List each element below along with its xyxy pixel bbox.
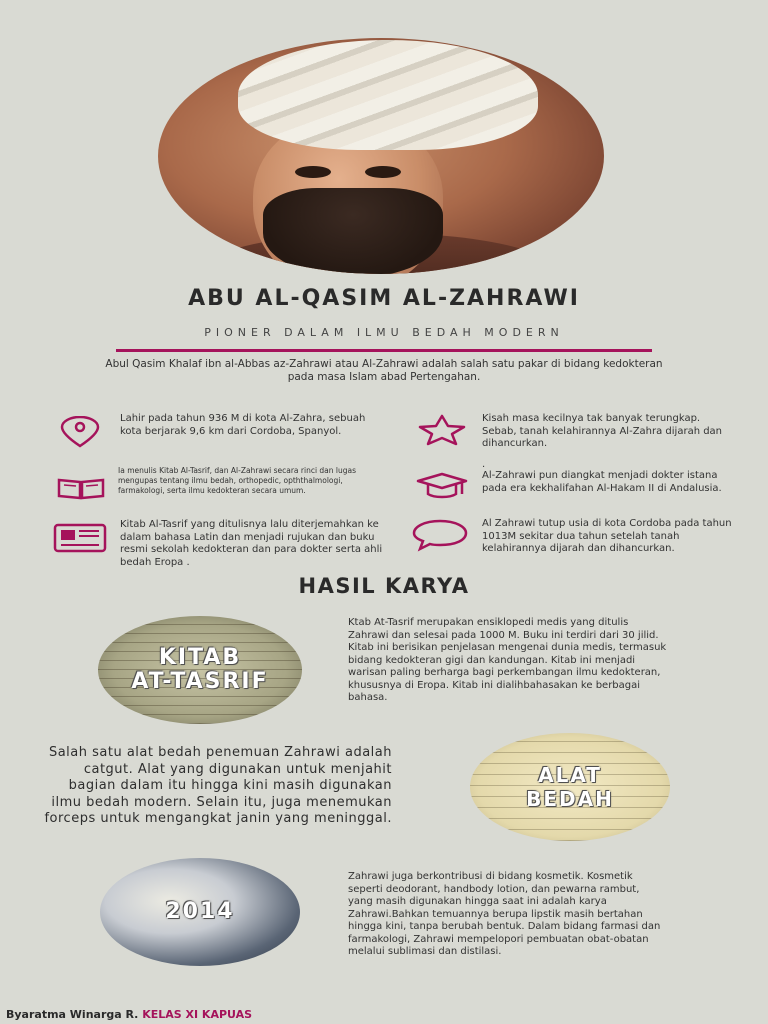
- kitab-label-line1: KITAB: [158, 645, 242, 670]
- graduation-cap-icon: [414, 472, 470, 500]
- footer-author: Byaratma Winarga R.: [6, 1008, 139, 1021]
- speech-bubble-icon: [410, 518, 470, 552]
- alat-circle-image: [470, 733, 670, 841]
- cosmetics-label: 2014: [165, 899, 235, 924]
- map-pin-icon: [58, 416, 102, 448]
- fact-court-physician: Al-Zahrawi pun diangkat menjadi dokter istana pada era kekhalifahan Al-Hakam II di Andalusia.: [482, 470, 722, 494]
- cosmetics-circle-image: [100, 858, 300, 966]
- footer-class: KELAS XI KAPUAS: [142, 1008, 253, 1021]
- kitab-description: Ktab At-Tasrif merupakan ensiklopedi medis yang ditulis Zahrawi dan selesai pada 1000 M. Buku ini terdiri dari 30 jilid. Kitab ini berisikan penjelasan mengenai dunia medis, termasuk bidang kedokteran gigi dan kandungan. Kitab ini menjadi warisan paling berharga bagi perkembangan ilmu kedokteran, khususnya di Eropa. Kitab ini dialihbahasakan ke berbagai bahasa.: [348, 617, 667, 703]
- alat-description: Salah satu alat bedah penemuan Zahrawi adalah catgut. Alat yang digunakan untuk menjahit bagian dalam itu hingga kini masih digunakan ilmu bedah modern. Selain itu, juga menemukan forceps untuk mengangkat janin yang meninggal.: [44, 745, 392, 826]
- open-book-icon: [56, 476, 106, 500]
- portrait-image: [158, 38, 604, 274]
- kitab-label-line2: AT-TASRIF: [131, 669, 269, 694]
- kitab-circle-image: [98, 616, 302, 724]
- intro-text: Abul Qasim Khalaf ibn al-Abbas az-Zahrawi atau Al-Zahrawi adalah salah satu pakar di bidang kedokteran pada masa Islam abad Pertengahan.: [105, 358, 663, 383]
- portrait-eye: [365, 166, 401, 178]
- page-title: ABU AL-QASIM AL-ZAHRAWI: [188, 286, 580, 311]
- alat-label-line1: ALAT: [538, 763, 602, 787]
- footer-credit: [6, 1008, 252, 1021]
- fact-writing: Ia menulis Kitab Al-Tasrif, dan Al-Zahrawi secara rinci dan lugas mengupas tentang ilmu bedah, orthopedic, opththalmologi, farmakologi, serta ilmu kedokteran secara umum.: [118, 466, 357, 495]
- alat-label-line2: BEDAH: [526, 787, 614, 811]
- portrait-turban: [238, 40, 538, 150]
- portrait-beard: [263, 188, 443, 274]
- page-subtitle: PIONER DALAM ILMU BEDAH MODERN: [204, 326, 564, 339]
- cosmetics-description: Zahrawi juga berkontribusi di bidang kosmetik. Kosmetik seperti deodorant, handbody lotion, dan pewarna rambut, yang masih digunakan hingga saat ini adalah karya Zahrawi.Bahkan temuannya berupa lipstik masih bertahan hingga kini, tanpa berubah bentuk. Dalam bidang farmasi dan farmakologi, Zahrawi mempelopori pembuatan obat-obatan melalui sublimasi dan distilasi.: [348, 871, 661, 957]
- fact-translation: Kitab Al-Tasrif yang ditulisnya lalu diterjemahkan ke dalam bahasa Latin dan menjadi rujukan dan buku resmi sekolah kedokteran dan para dokter serta ahli bedah Eropa .: [120, 519, 383, 568]
- fact-separator-dot: .: [482, 459, 486, 470]
- fact-birth: Lahir pada tahun 936 M di kota Al-Zahra, sebuah kota berjarak 9,6 km dari Cordoba, Spanyol.: [120, 413, 366, 437]
- star-icon: [414, 414, 470, 446]
- newspaper-icon: [52, 522, 108, 554]
- fact-death: Al Zahrawi tutup usia di kota Cordoba pada tahun 1013M sekitar dua tahun setelah tanah kelahirannya dijarah dan dihancurkan.: [482, 518, 732, 554]
- title-divider: [116, 349, 652, 352]
- portrait-eye: [295, 166, 331, 178]
- section-heading-works: HASIL KARYA: [298, 574, 470, 598]
- fact-childhood: Kisah masa kecilnya tak banyak terungkap. Sebab, tanah kelahirannya Al-Zahra dijarah dan dihancurkan.: [482, 413, 723, 449]
